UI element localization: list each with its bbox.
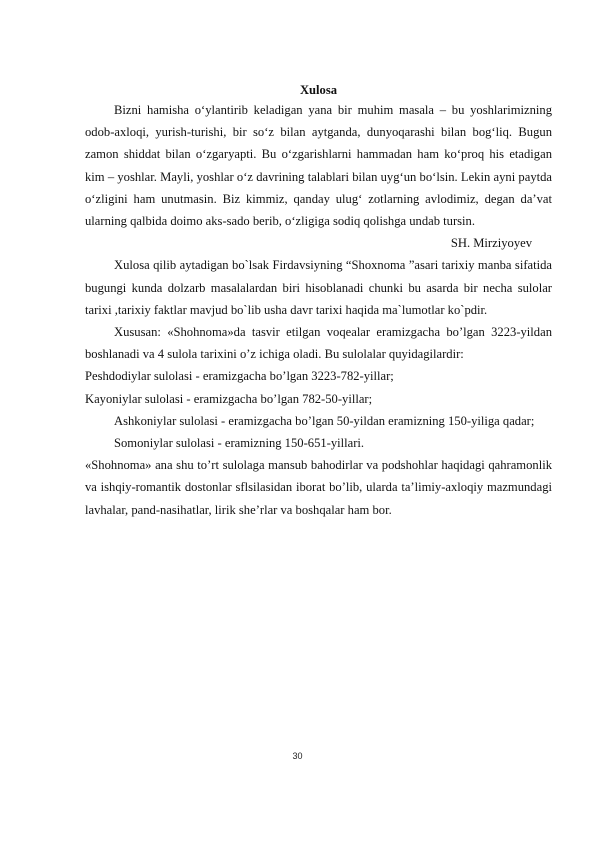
dynasty-item-kayoniylar: Kayoniylar sulolasi - eramizgacha bo’lgan 782-50-yillar; [85,391,373,406]
page-number: 30 [292,751,303,761]
epigraph-paragraph: Bizni hamisha o‘ylantirib keladigan yana bir muhim masala – bu yoshlarimizning odob-axloqi, yurish-turishi, bir so‘z bilan aytganda, dunyoqarashi bilan bog‘liq. Bugun zamon shiddat bilan o‘zgaryapti. Bu o‘zgarishlarni hammadan ham ko‘proq his etadigan kim – yoshlar. Mayli, yoshlar o‘z davrining talablari bilan uyg‘un bo‘lsin. Lekin ayni paytda o‘zligini ham unutmasin. Biz kimmiz, qanday ulug‘ zotlarning avlodimiz, degan da’vat ularning qalbida doimo aks-sado berib, o‘zligiga sodiq qolishga undab tursin. [85,103,552,229]
shohnoma-summary-paragraph: «Shohnoma» ana shu to’rt sulolaga mansub bahodirlar va podshohlar haqidagi qahramonlik va ishqiy-romantik dostonlar sflsilasidan iborat bo’lib, ularda ta’limiy-axloqiy mazmundagi lavhalar, pand-nasihatlar, lirik she’rlar va boshqalar ham bor. [85,458,552,517]
page-title: Xulosa [299,83,338,97]
conclusion-paragraph: Xulosa qilib aytadigan bo`lsak Firdavsiyning “Shoxnoma ”asari tarixiy manba sifatida bugungi kunda dolzarb masalalardan biri hisoblanadi chunki bu asarda bir necha sulolar tarixi ,tarixiy faktlar mavjud bo`lib usha davr tarixi haqida ma`lumotlar ko`pdir. [85,258,552,317]
dynasty-item-ashkoniylar: Ashkoniylar sulolasi - eramizgacha bo’lgan 50-yildan eramizning 150-yiliga qadar; [114,413,535,428]
dynasties-intro-paragraph: Xususan: «Shohnoma»da tasvir etilgan voqealar eramizgacha bo’lgan 3223-yildan boshlanadi va 4 sulola tarixini o’z ichiga oladi. Bu sulolalar quyidagilardir: [85,325,552,362]
dynasty-item-somoniylar: Somoniylar sulolasi - eramizning 150-651-yillari. [114,436,365,451]
document-body [85,81,552,521]
epigraph-author: SH. Mirziyoyev [450,236,532,251]
dynasty-item-peshdodiylar: Peshdodiylar sulolasi - eramizgacha bo’lgan 3223-782-yillar; [85,369,394,384]
